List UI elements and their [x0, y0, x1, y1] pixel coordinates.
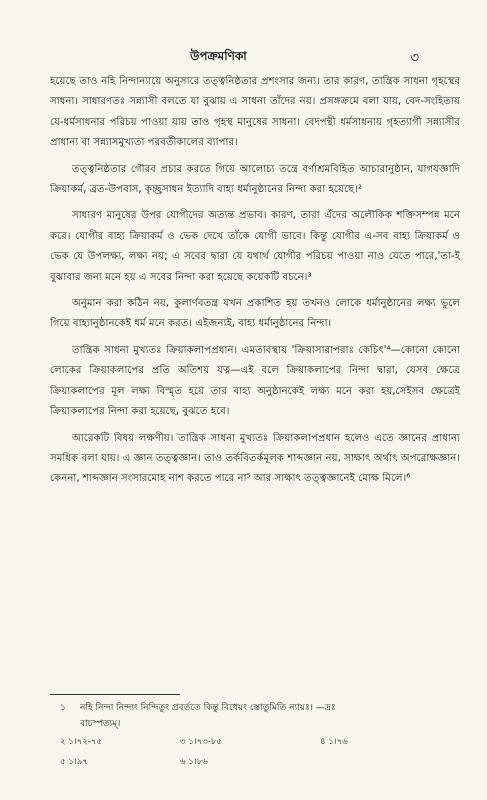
footnotes [60, 700, 460, 732]
footnote-1-text: নহি নিন্দা নিন্দ্যং নিন্দিতুং প্রবর্ততে কিন্তু বিধেয়ং স্তোতুমিতি ন্যায়ঃ। —দ্রঃ [80, 703, 336, 713]
footnote-divider [50, 694, 180, 695]
footnote-ref-4: ৪ ১।৭৬ [320, 737, 348, 747]
paragraph-3: সাধারণ মানুষের উপর যোগীদের অত্যন্ত প্রভাব। কারণ, তারা এঁদের অলৌকিক শক্তিসম্পন্ন মনে করে। যোগীর বাহ্য ক্রিয়াকর্ম ও ভেক দেখে তাঁকে যোগী ভাবে। কিন্তু যোগীর এ-সব বাহ্য ক্রিয়াকর্ম ও ভেক যে উপলক্ষ্য, লক্ষ্য নয়; এ সবের দ্বারা যে যথার্থ যোগীর পরিচয় পাওয়া নাও যেতে পারে,'তা-ই বুঝাবার জন্য মনে হয় এ সবের নিন্দা করা হয়েছে কয়েকটি বচনে।³ [50, 210, 460, 283]
footnote-ref-5: ৫ ১।৯৭ [60, 757, 88, 767]
paragraph-2: তত্ত্বনিষ্ঠতার গৌরব প্রচার করতে গিয়ে আলোচ্য তন্ত্রে বর্ণাশ্রমবিহিত আচারানুষ্ঠান, যাগযজ্ঞাদি ক্রিয়াকর্ম, ব্রত-উপবাস, কৃচ্ছ্রসাধন ইত্যাদি বাহ্য ধর্মানুষ্ঠানের নিন্দা করা হয়েছে।² [50, 163, 460, 196]
footnote-1 [60, 700, 460, 716]
body-text [50, 72, 460, 490]
footnote-1-number: ১ [60, 703, 66, 713]
footnote-ref-3: ৩ ১।৭৩-৮৫ [180, 737, 222, 747]
footnote-ref-6: ৬ ১।৮৬ [180, 757, 208, 767]
page-number: ৩ [410, 50, 420, 66]
page-header [0, 48, 487, 68]
footnote-1-text-line2: বাচস্পত্যম্। [80, 719, 121, 729]
paragraph-1: হয়েছে তাও নহি নিন্দান্যায়ে অনুসারে তত্ত্বনিষ্ঠতার প্রশংসার জন্য। তার কারণ, তান্ত্রিক সাধনা গৃহস্থের সাধনা। সাধারণতঃ সন্ন্যাসী বলতে যা বুঝায় এ সাধনা তাঁদের নয়। প্রসঙ্গক্রমে বলা যায়, বেদ-সংহিতায় যে-ধর্মসাধনার পরিচয় পাওয়া যায় তাও গৃহস্থ মানুষের সাধনা। বেদপন্থী ধর্মসাধনায় গৃহত্যাগী সন্ন্যাসীর প্রাধান্য বা সন্ন্যাসমুখ্যতা পরবর্তীকালের ব্যাপার। [50, 76, 460, 149]
paragraph-5: তান্ত্রিক সাধনা মুখ্যতঃ ক্রিয়াকলাপপ্রধান। এমতাবস্থায় 'ক্রিয়াসারাপরাঃ কেচিৎ'⁴—কোনো কোনো লোকের ক্রিয়াকলাপের প্রতি অতিশয় যত্ন—এই বলে ক্রিয়াকলাপের নিন্দা দ্বারা, যেসব ক্ষেত্রে ক্রিয়াকলাপের মূল লক্ষ্য বিস্মৃত হয়ে তার বাহ্য অনুষ্ঠানকেই লক্ষ্য মনে করা হয়,সেইসব ক্ষেত্রেই ক্রিয়াকলাপের নিন্দা করা হয়েছে, বুঝতে হবে। [50, 344, 460, 418]
running-title: উপক্রমণিকা [190, 49, 247, 63]
footnote-1-continuation [60, 716, 460, 732]
footnote-ref-2: ২ ১।৭২-৭৫ [60, 737, 102, 747]
paragraph-4: অনুমান করা কঠিন নয়, কুলার্ণবতন্ত্র যখন প্রকাশিত হয় তখনও লোকে ধর্মানুষ্ঠানের লক্ষ্য ভুলে গিয়ে বাহ্যানুষ্ঠানকেই ধর্ম মনে করত। এইজন্যই, বাহ্য ধর্মানুষ্ঠানের নিন্দা। [50, 298, 460, 330]
paragraph-6: আরেকটি বিষয় লক্ষণীয়। তান্ত্রিক সাধনা মুখ্যতঃ ক্রিয়াকলাপপ্রধান হলেও এতে জ্ঞানের প্রাধান্য সমধিক বলা যায়। এ জ্ঞান তত্ত্বজ্ঞান। তাও তর্কবিতর্কমূলক শাব্দজ্ঞান নয়, সাক্ষাৎ অর্থাৎ অপরোক্ষজ্ঞান। কেননা, শাব্দজ্ঞান সংসারমোহ নাশ করতে পারে না⁵ আর সাক্ষাৎ তত্ত্বজ্ঞানেই মোক্ষ মিলে।⁶ [50, 432, 460, 485]
